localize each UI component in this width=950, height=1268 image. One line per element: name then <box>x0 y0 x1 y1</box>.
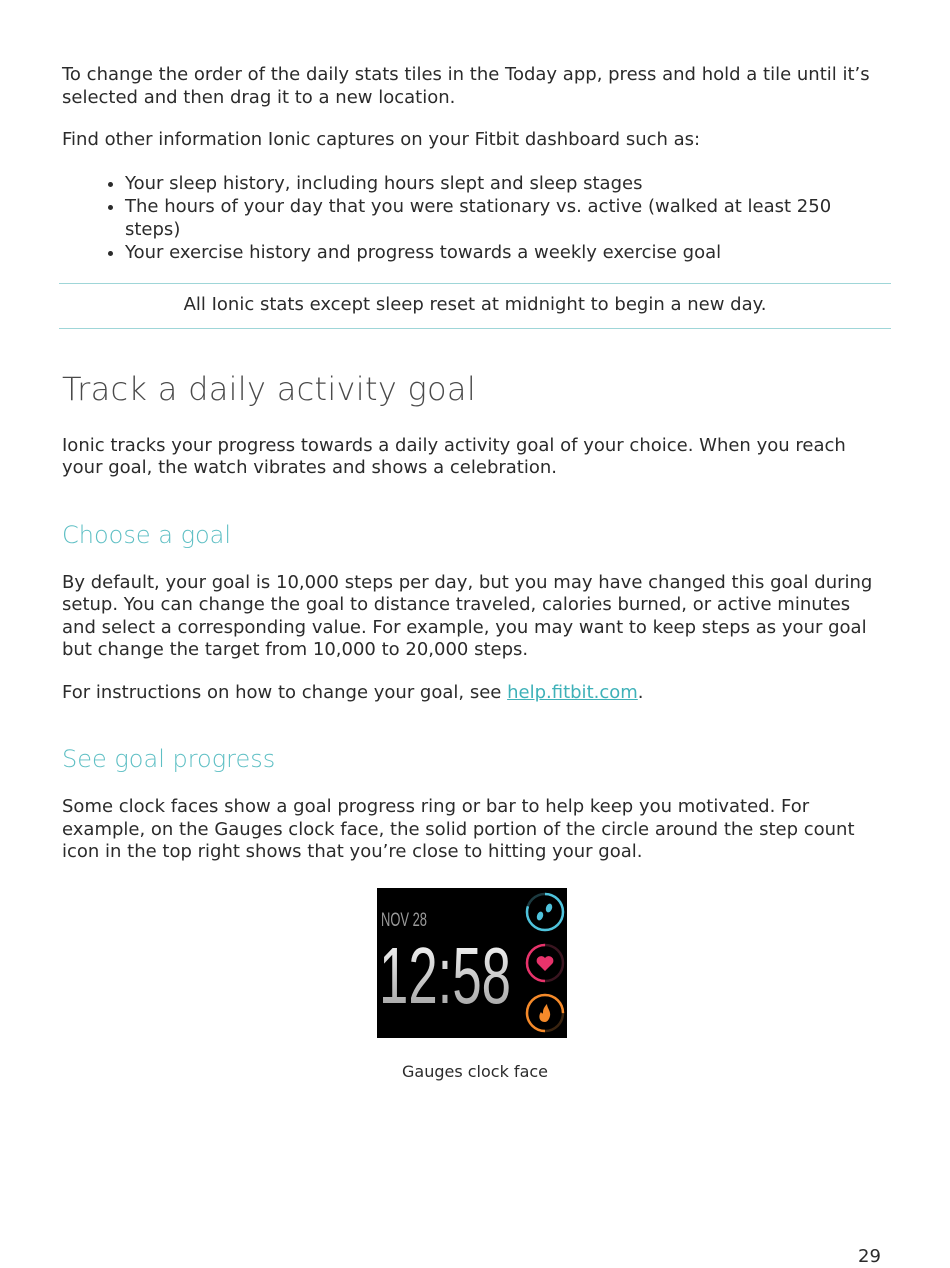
page-number: 29 <box>858 1246 881 1267</box>
figure-caption: Gauges clock face <box>401 1061 549 1081</box>
bullet-list <box>62 172 888 264</box>
choose-goal-body: By default, your goal is 10,000 steps per day, but you may have changed this goal during setup. You can change the goal to distance traveled, calories burned, or active minutes and select a corresponding value. For example, you may want to keep steps as your goal but change the target from 10,000 to 20,000 steps. <box>62 571 873 660</box>
section-body: Ionic tracks your progress towards a daily activity goal of your choice. When you reach your goal, the watch vibrates and shows a celebration. <box>62 434 846 478</box>
watch-date: NOV 28 <box>381 909 427 931</box>
paragraph-dashboard-info: Find other information Ionic captures on your Fitbit dashboard such as: <box>62 129 701 150</box>
page-content <box>62 64 888 1082</box>
help-link[interactable]: help.fitbit.com <box>507 681 638 703</box>
note-callout: All Ionic stats except sleep reset at midnight to begin a new day. <box>59 283 891 329</box>
list-item: • The hours of your day that you were stationary vs. active (walked at least 250 steps) <box>125 195 888 241</box>
instructions-paragraph <box>62 682 888 705</box>
instructions-suffix: . <box>637 681 644 703</box>
gauges-clock-face-image <box>377 888 567 1038</box>
goal-progress-body: Some clock faces show a goal progress ring or bar to help keep you motivated. For example, on the Gauges clock face, the solid portion of the circle around the step count icon in the top right shows that you’re close to hitting your goal. <box>62 796 855 862</box>
list-item: • Your sleep history, including hours slept and sleep stages <box>125 172 888 195</box>
figure <box>62 888 888 1082</box>
subsection-title-goal-progress: See goal progress <box>62 745 276 773</box>
paragraph-reorder-tiles: To change the order of the daily stats tiles in the Today app, press and hold a tile until it’s selected and then drag it to a new location. <box>62 64 870 108</box>
subsection-title-choose-goal: Choose a goal <box>62 520 232 549</box>
list-item: • Your exercise history and progress towards a weekly exercise goal <box>125 241 888 264</box>
instructions-prefix: For instructions on how to change your goal, see <box>62 681 508 703</box>
section-title: Track a daily activity goal <box>62 369 477 408</box>
watch-time: 12:58 <box>379 930 511 1020</box>
